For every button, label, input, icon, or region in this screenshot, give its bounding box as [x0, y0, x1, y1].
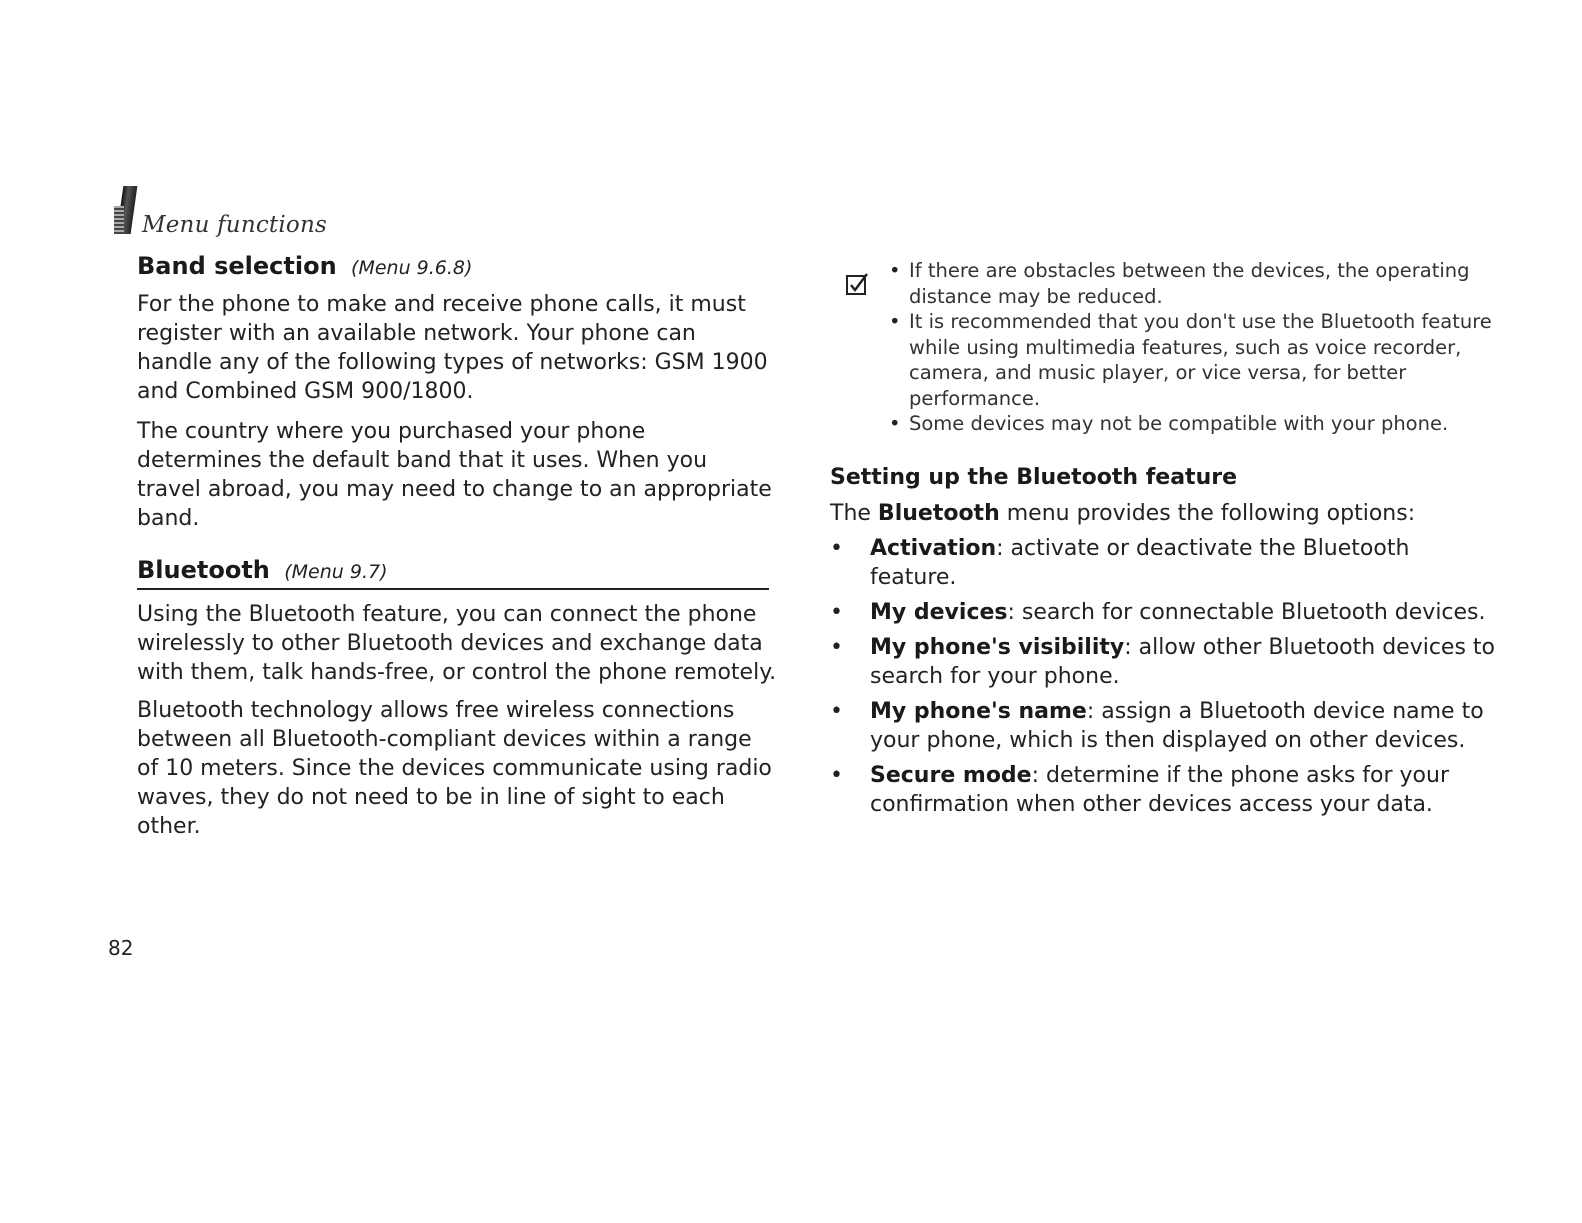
band-selection-menu-ref: (Menu 9.6.8): [351, 257, 473, 279]
chapter-header: [112, 186, 327, 238]
chapter-title: Menu functions: [142, 212, 327, 238]
option-item-my-devices: [830, 598, 1495, 627]
bluetooth-heading-rule: [137, 556, 769, 590]
bluetooth-title: Bluetooth: [137, 556, 270, 584]
bluetooth-menu-ref: (Menu 9.7): [284, 561, 388, 583]
option-term: My devices: [870, 599, 1008, 625]
bluetooth-paragraph-2: Bluetooth technology allows free wireless connections between all Bluetooth-compliant devices within a range of 10 meters. Since the devices communicate using radio waves, they do not need to be in line of sight to each other.: [137, 698, 772, 839]
band-paragraph-1: For the phone to make and receive phone calls, it must register with an available network. Your phone can handle any of the following types of networks: GSM 1900 and Combined GSM 900/1800.: [137, 292, 768, 404]
right-column: [830, 258, 1496, 825]
chapter-marker-icon: [112, 186, 138, 238]
note-list: [885, 258, 1495, 437]
options-list: [830, 534, 1495, 819]
checkbox-note-icon: [845, 272, 869, 296]
option-desc: : determine if the phone asks for your confirmation when other devices access your data.: [870, 762, 1449, 817]
option-item-secure-mode: [830, 761, 1495, 819]
option-item-phone-name: [830, 697, 1495, 755]
option-desc: : activate or deactivate the Bluetooth feature.: [870, 535, 1410, 590]
bluetooth-paragraph-1: Using the Bluetooth feature, you can connect the phone wirelessly to other Bluetooth devices and exchange data with them, talk hands-free, or control the phone remotely.: [137, 602, 777, 685]
page-number: 82: [108, 936, 134, 960]
option-desc: : allow other Bluetooth devices to search for your phone.: [870, 634, 1496, 689]
setup-intro-after: menu provides the following options:: [1006, 500, 1416, 526]
bluetooth-heading: [137, 556, 769, 584]
option-desc: : search for connectable Bluetooth devices.: [1007, 599, 1486, 625]
left-column: [137, 252, 777, 841]
option-term: My phone's name: [870, 698, 1087, 724]
option-term: My phone's visibility: [870, 634, 1125, 660]
setup-intro-before: The: [830, 500, 871, 526]
band-selection-title: Band selection: [137, 252, 337, 280]
option-term: Secure mode: [870, 762, 1032, 788]
note-item: • It is recommended that you don't use the Bluetooth feature while using multimedia features, such as voice recorder, camera, and music player, or vice versa, for better performance.: [885, 309, 1495, 411]
option-item-activation: [830, 534, 1495, 592]
setup-heading: Setting up the Bluetooth feature: [830, 464, 1237, 490]
option-item-visibility: [830, 633, 1495, 691]
setup-intro-bold: Bluetooth: [877, 500, 1000, 526]
note-box: [845, 258, 1495, 437]
band-paragraph-2: The country where you purchased your phone determines the default band that it uses. When you travel abroad, you may need to change to an appropriate band.: [137, 419, 772, 531]
band-selection-heading: [137, 252, 777, 280]
setup-intro: [830, 499, 1495, 528]
note-item: • Some devices may not be compatible with your phone.: [885, 411, 1495, 437]
option-term: Activation: [870, 535, 997, 561]
option-desc: : assign a Bluetooth device name to your phone, which is then displayed on other devices.: [870, 698, 1484, 753]
note-item: • If there are obstacles between the devices, the operating distance may be reduced.: [885, 258, 1495, 309]
